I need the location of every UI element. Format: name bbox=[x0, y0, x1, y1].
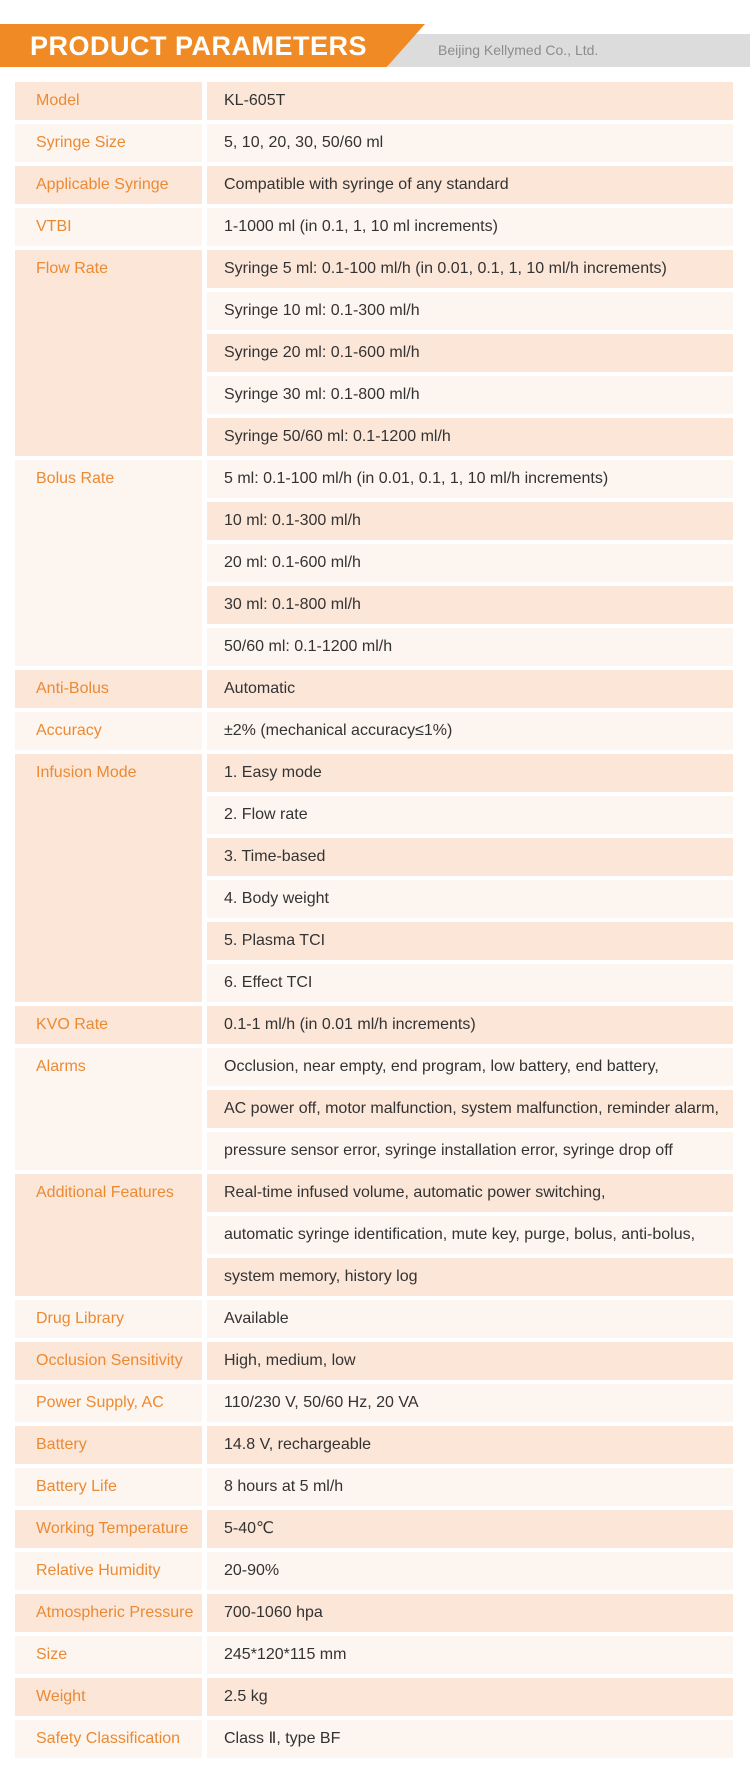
parameter-label bbox=[15, 1006, 202, 1044]
page-header bbox=[0, 0, 750, 70]
parameter-row bbox=[15, 208, 733, 250]
parameter-row bbox=[15, 712, 733, 754]
parameter-label bbox=[15, 1300, 202, 1338]
parameter-label bbox=[15, 1636, 202, 1674]
parameter-label-text: Safety Classification bbox=[36, 1730, 181, 1747]
parameter-row bbox=[15, 250, 733, 460]
parameter-label-text: Syringe Size bbox=[36, 134, 126, 151]
parameter-label bbox=[15, 1552, 202, 1590]
parameter-values bbox=[207, 712, 733, 754]
parameter-value: Syringe 10 ml: 0.1-300 ml/h bbox=[207, 292, 733, 330]
parameter-label-text: Model bbox=[36, 92, 80, 109]
parameter-value: Syringe 5 ml: 0.1-100 ml/h (in 0.01, 0.1, 1, 10 ml/h increments) bbox=[207, 250, 733, 288]
parameter-value: 5, 10, 20, 30, 50/60 ml bbox=[207, 124, 733, 162]
parameter-row bbox=[15, 1594, 733, 1636]
parameter-label-text: Power Supply, AC bbox=[36, 1394, 164, 1411]
parameter-value: 20-90% bbox=[207, 1552, 733, 1590]
parameter-values bbox=[207, 1510, 733, 1552]
parameter-label bbox=[15, 1048, 202, 1170]
parameter-label-text: Relative Humidity bbox=[36, 1562, 161, 1579]
parameter-row bbox=[15, 1300, 733, 1342]
parameter-value: Class Ⅱ, type BF bbox=[207, 1720, 733, 1758]
parameter-row bbox=[15, 1552, 733, 1594]
parameter-label bbox=[15, 712, 202, 750]
parameter-label-text: Bolus Rate bbox=[36, 470, 115, 487]
parameter-row bbox=[15, 1468, 733, 1510]
parameter-value: 1-1000 ml (in 0.1, 1, 10 ml increments) bbox=[207, 208, 733, 246]
parameter-label bbox=[15, 1720, 202, 1758]
parameter-values bbox=[207, 754, 733, 1006]
parameter-value: 2. Flow rate bbox=[207, 796, 733, 834]
parameter-values bbox=[207, 1384, 733, 1426]
parameter-values bbox=[207, 1468, 733, 1510]
parameter-row bbox=[15, 1720, 733, 1762]
parameter-value: 245*120*115 mm bbox=[207, 1636, 733, 1674]
parameter-values bbox=[207, 166, 733, 208]
parameter-label bbox=[15, 1678, 202, 1716]
parameter-value: Occlusion, near empty, end program, low battery, end battery, bbox=[207, 1048, 733, 1086]
parameter-label-text: Drug Library bbox=[36, 1310, 125, 1327]
parameter-value: ±2% (mechanical accuracy≤1%) bbox=[207, 712, 733, 750]
parameter-value: AC power off, motor malfunction, system malfunction, reminder alarm, bbox=[207, 1090, 733, 1128]
parameter-label-text: VTBI bbox=[36, 218, 72, 235]
parameter-value: Automatic bbox=[207, 670, 733, 708]
parameter-label-text: KVO Rate bbox=[36, 1016, 109, 1033]
parameter-value: Real-time infused volume, automatic power switching, bbox=[207, 1174, 733, 1212]
parameter-label-text: Size bbox=[36, 1646, 68, 1663]
parameter-label-text: Flow Rate bbox=[36, 260, 109, 277]
parameter-row bbox=[15, 1006, 733, 1048]
parameter-values bbox=[207, 460, 733, 670]
parameter-value: Syringe 20 ml: 0.1-600 ml/h bbox=[207, 334, 733, 372]
parameter-value: 8 hours at 5 ml/h bbox=[207, 1468, 733, 1506]
parameter-label bbox=[15, 1510, 202, 1548]
parameter-label-text: Battery Life bbox=[36, 1478, 117, 1495]
parameter-label-text: Occlusion Sensitivity bbox=[36, 1352, 183, 1369]
parameter-label bbox=[15, 166, 202, 204]
parameter-value: 30 ml: 0.1-800 ml/h bbox=[207, 586, 733, 624]
parameter-row bbox=[15, 1426, 733, 1468]
parameter-value: Syringe 30 ml: 0.1-800 ml/h bbox=[207, 376, 733, 414]
parameter-value: KL-605T bbox=[207, 82, 733, 120]
parameter-label-text: Infusion Mode bbox=[36, 764, 137, 781]
parameter-value: 6. Effect TCI bbox=[207, 964, 733, 1002]
parameter-value: High, medium, low bbox=[207, 1342, 733, 1380]
parameter-label-text: Anti-Bolus bbox=[36, 680, 109, 697]
parameter-label bbox=[15, 124, 202, 162]
parameter-row bbox=[15, 1174, 733, 1300]
parameter-value: pressure sensor error, syringe installation error, syringe drop off bbox=[207, 1132, 733, 1170]
parameter-label-text: Applicable Syringe bbox=[36, 176, 169, 193]
parameter-value: Available bbox=[207, 1300, 733, 1338]
parameter-row bbox=[15, 166, 733, 208]
parameter-values bbox=[207, 124, 733, 166]
parameter-label-text: Battery bbox=[36, 1436, 87, 1453]
parameter-value: 5. Plasma TCI bbox=[207, 922, 733, 960]
parameter-label bbox=[15, 670, 202, 708]
parameter-values bbox=[207, 1006, 733, 1048]
parameter-label-text: Accuracy bbox=[36, 722, 102, 739]
parameter-value: 0.1-1 ml/h (in 0.01 ml/h increments) bbox=[207, 1006, 733, 1044]
parameter-label bbox=[15, 1174, 202, 1296]
parameter-value: 110/230 V, 50/60 Hz, 20 VA bbox=[207, 1384, 733, 1422]
parameter-values bbox=[207, 670, 733, 712]
parameter-row bbox=[15, 1342, 733, 1384]
parameter-row bbox=[15, 1678, 733, 1720]
parameter-value: 700-1060 hpa bbox=[207, 1594, 733, 1632]
parameter-values bbox=[207, 1426, 733, 1468]
parameter-value: 5-40℃ bbox=[207, 1510, 733, 1548]
parameter-values bbox=[207, 82, 733, 124]
parameter-row bbox=[15, 1636, 733, 1678]
parameter-value: Syringe 50/60 ml: 0.1-1200 ml/h bbox=[207, 418, 733, 456]
parameter-row bbox=[15, 1384, 733, 1426]
parameter-value: 1. Easy mode bbox=[207, 754, 733, 792]
company-name: Beijing Kellymed Co., Ltd. bbox=[438, 42, 599, 58]
parameter-label bbox=[15, 1468, 202, 1506]
parameter-value: 20 ml: 0.1-600 ml/h bbox=[207, 544, 733, 582]
parameter-label-text: Working Temperature bbox=[36, 1520, 189, 1537]
parameter-label bbox=[15, 460, 202, 666]
parameter-label bbox=[15, 1594, 202, 1632]
parameter-row bbox=[15, 82, 733, 124]
parameter-value: 2.5 kg bbox=[207, 1678, 733, 1716]
parameter-label bbox=[15, 82, 202, 120]
parameter-values bbox=[207, 250, 733, 460]
parameter-row bbox=[15, 1048, 733, 1174]
parameter-label bbox=[15, 1342, 202, 1380]
parameter-values bbox=[207, 1300, 733, 1342]
parameter-row bbox=[15, 670, 733, 712]
parameter-label bbox=[15, 1426, 202, 1464]
parameter-label-text: Alarms bbox=[36, 1058, 86, 1075]
parameters-table bbox=[15, 82, 733, 1762]
parameter-values bbox=[207, 1720, 733, 1762]
parameter-value: system memory, history log bbox=[207, 1258, 733, 1296]
parameter-values bbox=[207, 1342, 733, 1384]
parameter-values bbox=[207, 208, 733, 250]
parameter-values bbox=[207, 1678, 733, 1720]
parameter-row bbox=[15, 754, 733, 1006]
parameter-row bbox=[15, 1510, 733, 1552]
parameter-label-text: Atmospheric Pressure bbox=[36, 1604, 194, 1621]
parameter-value: 50/60 ml: 0.1-1200 ml/h bbox=[207, 628, 733, 666]
parameter-label bbox=[15, 250, 202, 456]
parameter-values bbox=[207, 1048, 733, 1174]
parameter-label bbox=[15, 1384, 202, 1422]
parameter-values bbox=[207, 1174, 733, 1300]
parameter-values bbox=[207, 1636, 733, 1678]
parameter-row bbox=[15, 460, 733, 670]
parameter-values bbox=[207, 1594, 733, 1636]
parameter-label bbox=[15, 754, 202, 1002]
parameter-value: 3. Time-based bbox=[207, 838, 733, 876]
parameter-label-text: Additional Features bbox=[36, 1184, 174, 1201]
parameter-value: 5 ml: 0.1-100 ml/h (in 0.01, 0.1, 1, 10 ml/h increments) bbox=[207, 460, 733, 498]
page-title: PRODUCT PARAMETERS bbox=[30, 31, 368, 61]
parameter-value: 4. Body weight bbox=[207, 880, 733, 918]
parameter-value: automatic syringe identification, mute key, purge, bolus, anti-bolus, bbox=[207, 1216, 733, 1254]
parameter-values bbox=[207, 1552, 733, 1594]
parameter-value: 14.8 V, rechargeable bbox=[207, 1426, 733, 1464]
parameter-value: 10 ml: 0.1-300 ml/h bbox=[207, 502, 733, 540]
parameter-value: Compatible with syringe of any standard bbox=[207, 166, 733, 204]
parameter-label-text: Weight bbox=[36, 1688, 86, 1705]
parameter-row bbox=[15, 124, 733, 166]
parameter-label bbox=[15, 208, 202, 246]
